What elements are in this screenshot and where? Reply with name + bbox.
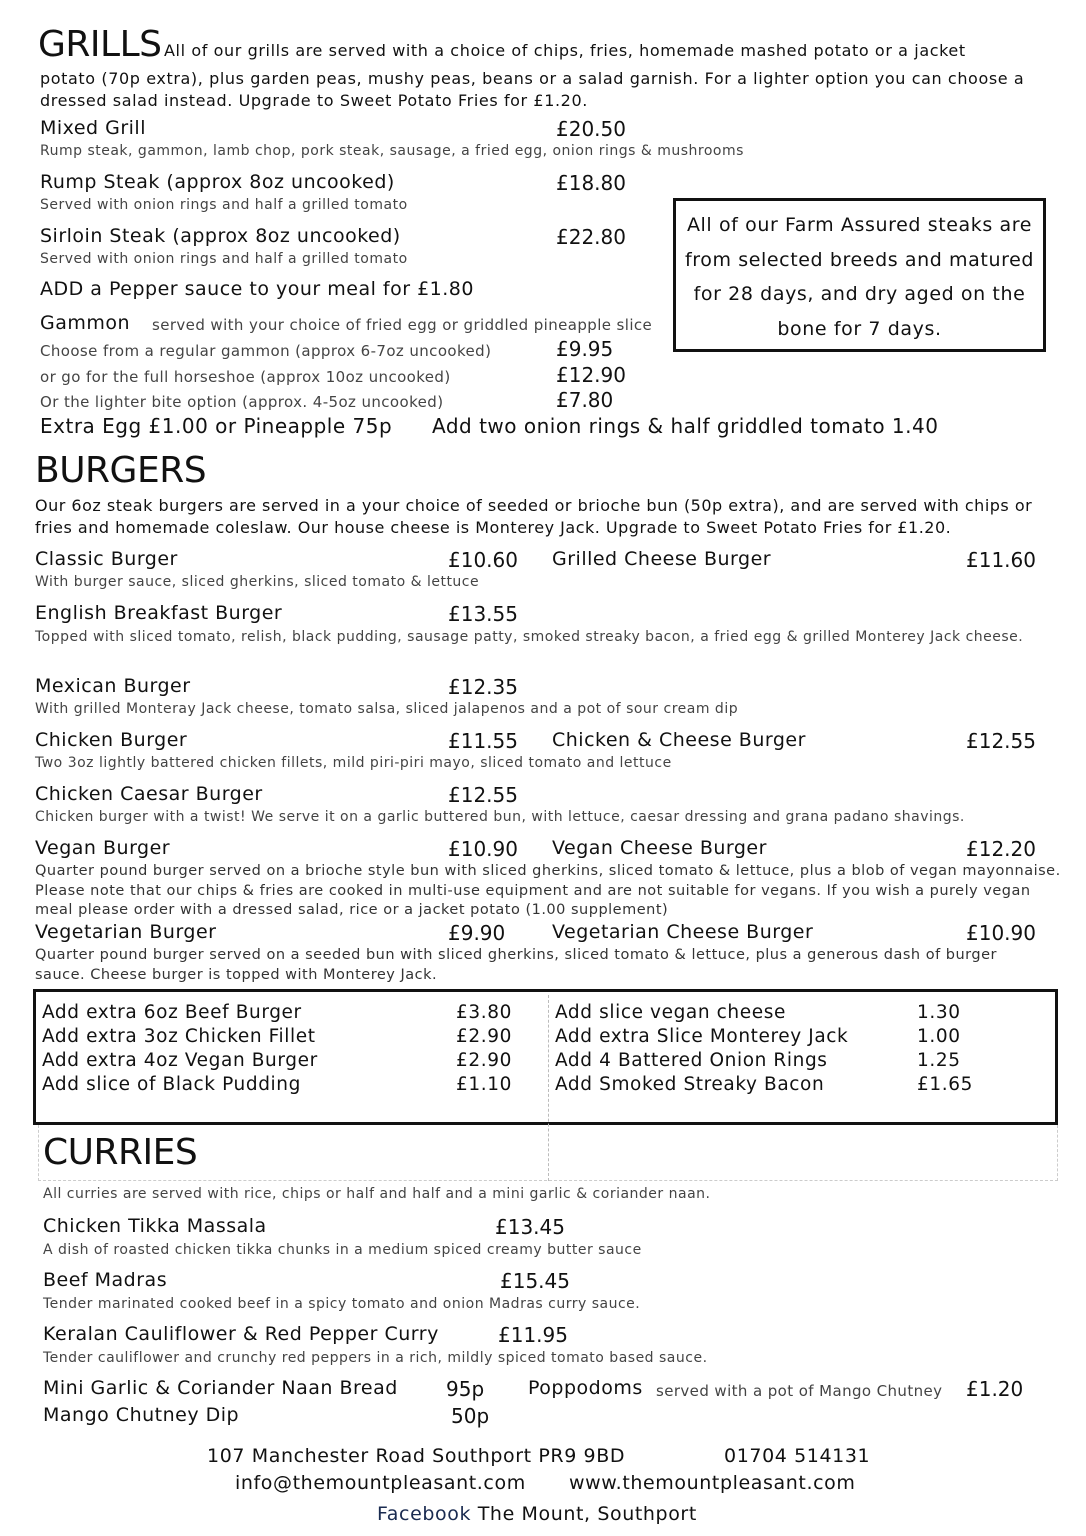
extra-price: 1.00 [917, 1026, 961, 1047]
poppodoms-name: Poppodoms [528, 1377, 643, 1399]
chicken-burger-price: £11.55 [448, 729, 518, 753]
sirloin-steak-price: £22.80 [556, 225, 626, 249]
extra-label: Add Smoked Streaky Bacon [555, 1074, 825, 1095]
gammon-option-label: Or the lighter bite option (approx. 4-5oz uncooked) [40, 393, 444, 411]
gammon-option-price: £9.95 [556, 337, 614, 361]
extra-label: Add extra 3oz Chicken Fillet [42, 1026, 316, 1047]
chicken-burger-name: Chicken Burger [35, 729, 188, 751]
naan-name: Mini Garlic & Coriander Naan Bread [43, 1377, 398, 1399]
keralan-price: £11.95 [498, 1323, 568, 1347]
english-burger-price: £13.55 [448, 602, 518, 626]
vegan-burger-name: Vegan Burger [35, 837, 171, 859]
chicken-cheese-burger-name: Chicken & Cheese Burger [552, 729, 806, 751]
madras-desc: Tender marinated cooked beef in a spicy tomato and onion Madras curry sauce. [43, 1296, 641, 1312]
extra-price: £1.65 [917, 1074, 973, 1095]
gammon-option-label: Choose from a regular gammon (approx 6-7oz uncooked) [40, 342, 492, 360]
grills-title: GRILLS [38, 24, 162, 65]
mexican-burger-name: Mexican Burger [35, 675, 191, 697]
vegetarian-burger-name: Vegetarian Burger [35, 921, 217, 943]
facebook-label[interactable]: Facebook [377, 1503, 472, 1525]
grilled-cheese-burger-price: £11.60 [966, 548, 1036, 572]
madras-price: £15.45 [500, 1269, 570, 1293]
extra-egg-note: Extra Egg £1.00 or Pineapple 75p [40, 414, 393, 438]
grills-intro-first: All of our grills are served with a choice of chips, fries, homemade mashed potato or a jacket [164, 41, 966, 60]
keralan-desc: Tender cauliflower and crunchy red peppers in a rich, mildly spiced tomato based sauce. [43, 1350, 708, 1366]
sirloin-steak-name: Sirloin Steak [40, 225, 166, 247]
gammon-note: served with your choice of fried egg or griddled pineapple slice [152, 316, 653, 334]
mango-price: 50p [451, 1404, 490, 1428]
footer-address: 107 Manchester Road Southport PR9 9BD [207, 1445, 626, 1467]
chicken-cheese-burger-price: £12.55 [966, 729, 1036, 753]
grills-intro-rest: potato (70p extra), plus garden peas, mushy peas, beans or a salad garnish. For a lighter option you can choose a dressed salad instead. Upgrade to Sweet Potato Fries for £1.20. [40, 69, 1025, 110]
extra-price: £1.10 [456, 1074, 512, 1095]
classic-burger-desc: With burger sauce, sliced gherkins, sliced tomato & lettuce [35, 574, 480, 590]
vegan-cheese-burger-name: Vegan Cheese Burger [552, 837, 767, 859]
mango-name: Mango Chutney Dip [43, 1404, 240, 1426]
chicken-burger-desc: Two 3oz lightly battered chicken fillets, mild piri-piri mayo, sliced tomato and lettuce [35, 755, 672, 771]
curries-intro: All curries are served with rice, chips or half and half and a mini garlic & coriander naan. [43, 1186, 711, 1202]
caesar-burger-name: Chicken Caesar Burger [35, 783, 263, 805]
rump-steak-weight: (approx 8oz uncooked) [166, 171, 395, 193]
extra-price: 1.25 [917, 1050, 961, 1071]
vegetarian-burger-price: £9.90 [448, 921, 506, 945]
poppodoms-price: £1.20 [966, 1377, 1024, 1401]
tikka-name: Chicken Tikka Massala [43, 1215, 267, 1237]
footer-website[interactable]: www.themountpleasant.com [569, 1472, 856, 1494]
extra-price: £2.90 [456, 1026, 512, 1047]
grilled-cheese-burger-name: Grilled Cheese Burger [552, 548, 772, 570]
footer-phone[interactable]: 01704 514131 [724, 1445, 871, 1467]
classic-burger-price: £10.60 [448, 548, 518, 572]
vegan-burger-desc: Quarter pound burger served on a brioche style bun with sliced gherkins, sliced tomato & lettuce, plus a blob of vegan mayonnaise. Please note that our chips & fries are cooked in multi-use equipment and are not suitable for vegans. If you wish a purely vegan meal please order with a dressed salad, rice or a jacket potato (1.00 supplement) [35, 863, 1061, 918]
rump-steak-desc: Served with onion rings and half a grilled tomato [40, 197, 408, 213]
extra-label: Add slice vegan cheese [555, 1002, 786, 1023]
pepper-sauce-note: ADD a Pepper sauce to your meal for £1.80 [40, 278, 474, 300]
gammon-option-label: or go for the full horseshoe (approx 10oz uncooked) [40, 368, 451, 386]
madras-name: Beef Madras [43, 1269, 168, 1291]
extra-price: £2.90 [456, 1050, 512, 1071]
extra-label: Add extra 6oz Beef Burger [42, 1002, 302, 1023]
naan-price: 95p [446, 1377, 485, 1401]
sirloin-steak-weight: (approx 8oz uncooked) [172, 225, 401, 247]
extra-label: Add 4 Battered Onion Rings [555, 1050, 828, 1071]
burgers-title: BURGERS [35, 450, 207, 491]
mexican-burger-desc: With grilled Monteray Jack cheese, tomato salsa, sliced jalapenos and a pot of sour cream dip [35, 701, 739, 717]
burgers-intro: Our 6oz steak burgers are served in a your choice of seeded or brioche bun (50p extra), and are served with chips or fries and homemade coleslaw. Our house cheese is Monterey Jack. Upgrade to Sweet Potato Fries for £1.20. [35, 496, 1033, 537]
mexican-burger-price: £12.35 [448, 675, 518, 699]
steak-info-text: All of our Farm Assured steaks are from selected breeds and matured for 28 days, and dry aged on the bone for 7 days. [684, 214, 1035, 340]
gammon-option-price: £7.80 [556, 388, 614, 412]
gammon-name: Gammon [40, 312, 131, 334]
vegan-cheese-burger-price: £12.20 [966, 837, 1036, 861]
classic-burger-name: Classic Burger [35, 548, 178, 570]
footer-facebook [377, 1503, 697, 1525]
mixed-grill-name: Mixed Grill [40, 117, 146, 139]
tikka-desc: A dish of roasted chicken tikka chunks in a medium spiced creamy butter sauce [43, 1242, 642, 1258]
extra-label: Add extra Slice Monterey Jack [555, 1026, 849, 1047]
mixed-grill-desc: Rump steak, gammon, lamb chop, pork steak, sausage, a fried egg, onion rings & mushrooms [40, 143, 744, 159]
sirloin-steak-title [40, 225, 401, 247]
vegetarian-burger-desc: Quarter pound burger served on a seeded bun with sliced gherkins, sliced tomato & lettuce, plus a generous dash of burger sauce. Cheese burger is topped with Monterey Jack. [35, 947, 997, 983]
footer-email[interactable]: info@themountpleasant.com [235, 1472, 526, 1494]
rump-steak-title [40, 171, 395, 193]
poppodoms-note: served with a pot of Mango Chutney [656, 1382, 943, 1400]
facebook-name[interactable]: The Mount, Southport [477, 1503, 697, 1525]
gammon-option-price: £12.90 [556, 363, 626, 387]
extra-onion-note: Add two onion rings & half griddled tomato 1.40 [432, 414, 939, 438]
extra-label: Add extra 4oz Vegan Burger [42, 1050, 318, 1071]
vegetarian-cheese-burger-price: £10.90 [966, 921, 1036, 945]
vegan-burger-price: £10.90 [448, 837, 518, 861]
sirloin-steak-desc: Served with onion rings and half a grilled tomato [40, 251, 408, 267]
steak-info-box [673, 198, 1046, 352]
english-burger-desc: Topped with sliced tomato, relish, black pudding, sausage patty, smoked streaky bacon, a fried egg & grilled Monterey Jack cheese. [35, 629, 1024, 645]
mixed-grill-price: £20.50 [556, 117, 626, 141]
tikka-price: £13.45 [495, 1215, 565, 1239]
curries-title: CURRIES [43, 1132, 198, 1173]
keralan-name: Keralan Cauliflower & Red Pepper Curry [43, 1323, 439, 1345]
extra-price: £3.80 [456, 1002, 512, 1023]
caesar-burger-desc: Chicken burger with a twist! We serve it on a garlic buttered bun, with lettuce, caesar dressing and grana padano shavings. [35, 809, 965, 825]
rump-steak-price: £18.80 [556, 171, 626, 195]
english-burger-name: English Breakfast Burger [35, 602, 283, 624]
rump-steak-name: Rump Steak [40, 171, 160, 193]
extra-label: Add slice of Black Pudding [42, 1074, 301, 1095]
caesar-burger-price: £12.55 [448, 783, 518, 807]
extra-price: 1.30 [917, 1002, 961, 1023]
vegetarian-cheese-burger-name: Vegetarian Cheese Burger [552, 921, 814, 943]
